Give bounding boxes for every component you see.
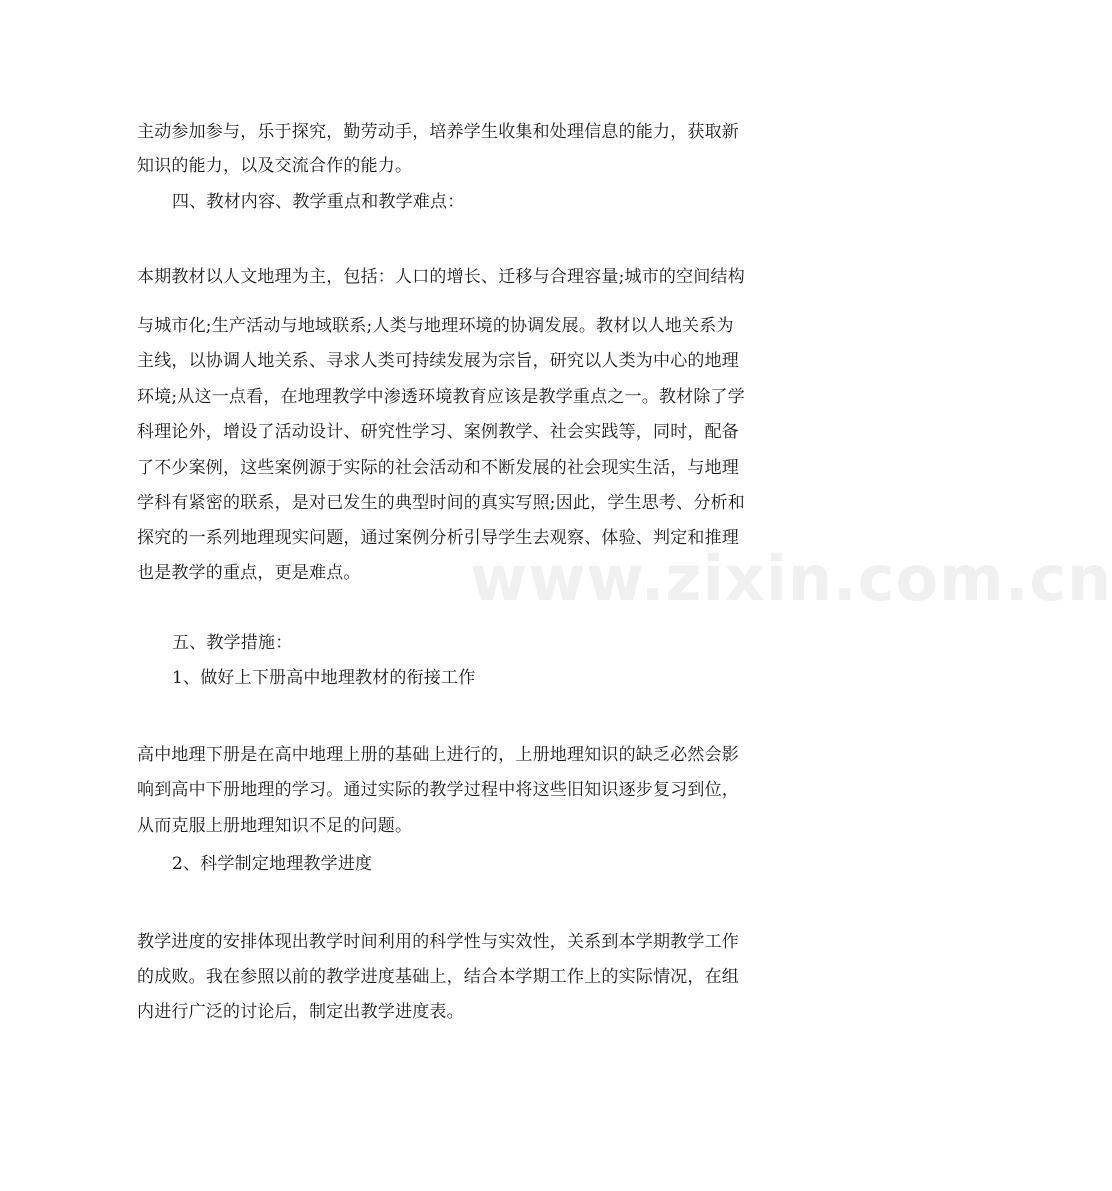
- text-line: 高中地理下册是在高中地理上册的基础上进行的，上册地理知识的缺乏必然会影: [137, 745, 739, 765]
- text-line: 教学进度的安排体现出教学时间利用的科学性与实效性，关系到本学期教学工作: [137, 932, 739, 952]
- text-line: 也是教学的重点，更是难点。: [137, 563, 361, 583]
- text-line: 的成败。我在参照以前的教学进度基础上，结合本学期工作上的实际情况，在组: [137, 967, 739, 987]
- text-line: 响到高中下册地理的学习。通过实际的教学过程中将这些旧知识逐步复习到位，: [137, 780, 739, 800]
- text-line: 学科有紧密的联系，是对已发生的典型时间的真实写照;因此，学生思考、分析和: [137, 493, 745, 513]
- text-line: 知识的能力，以及交流合作的能力。: [137, 156, 413, 176]
- text-line: 内进行广泛的讨论后，制定出教学进度表。: [137, 1002, 464, 1022]
- text-line: 主动参加参与，乐于探究，勤劳动手，培养学生收集和处理信息的能力，获取新: [137, 122, 739, 142]
- subsection-heading: 1、做好上下册高中地理教材的衔接工作: [172, 668, 476, 688]
- section-heading: 五、教学措施：: [172, 633, 293, 653]
- section-heading: 四、教材内容、教学重点和教学难点：: [172, 192, 465, 212]
- text-line: 环境;从这一点看，在地理教学中渗透环境教育应该是教学重点之一。教材除了学: [137, 387, 745, 407]
- text-line: 科理论外，增设了活动设计、研究性学习、案例教学、社会实践等，同时，配备: [137, 422, 739, 442]
- subsection-heading: 2、科学制定地理教学进度: [172, 854, 373, 874]
- text-line: 本期教材以人文地理为主，包括：人口的增长、迁移与合理容量;城市的空间结构: [137, 267, 745, 287]
- text-line: 了不少案例，这些案例源于实际的社会活动和不断发展的社会现实生活，与地理: [137, 458, 739, 478]
- text-line: 从而克服上册地理知识不足的问题。: [137, 816, 413, 836]
- text-line: 与城市化;生产活动与地域联系;人类与地理环境的协调发展。教材以人地关系为: [137, 316, 734, 336]
- watermark: www.zixin.com.cn: [470, 542, 1112, 615]
- text-line: 探究的一系列地理现实问题，通过案例分析引导学生去观察、体验、判定和推理: [137, 528, 739, 548]
- text-line: 主线，以协调人地关系、寻求人类可持续发展为宗旨，研究以人类为中心的地理: [137, 351, 739, 371]
